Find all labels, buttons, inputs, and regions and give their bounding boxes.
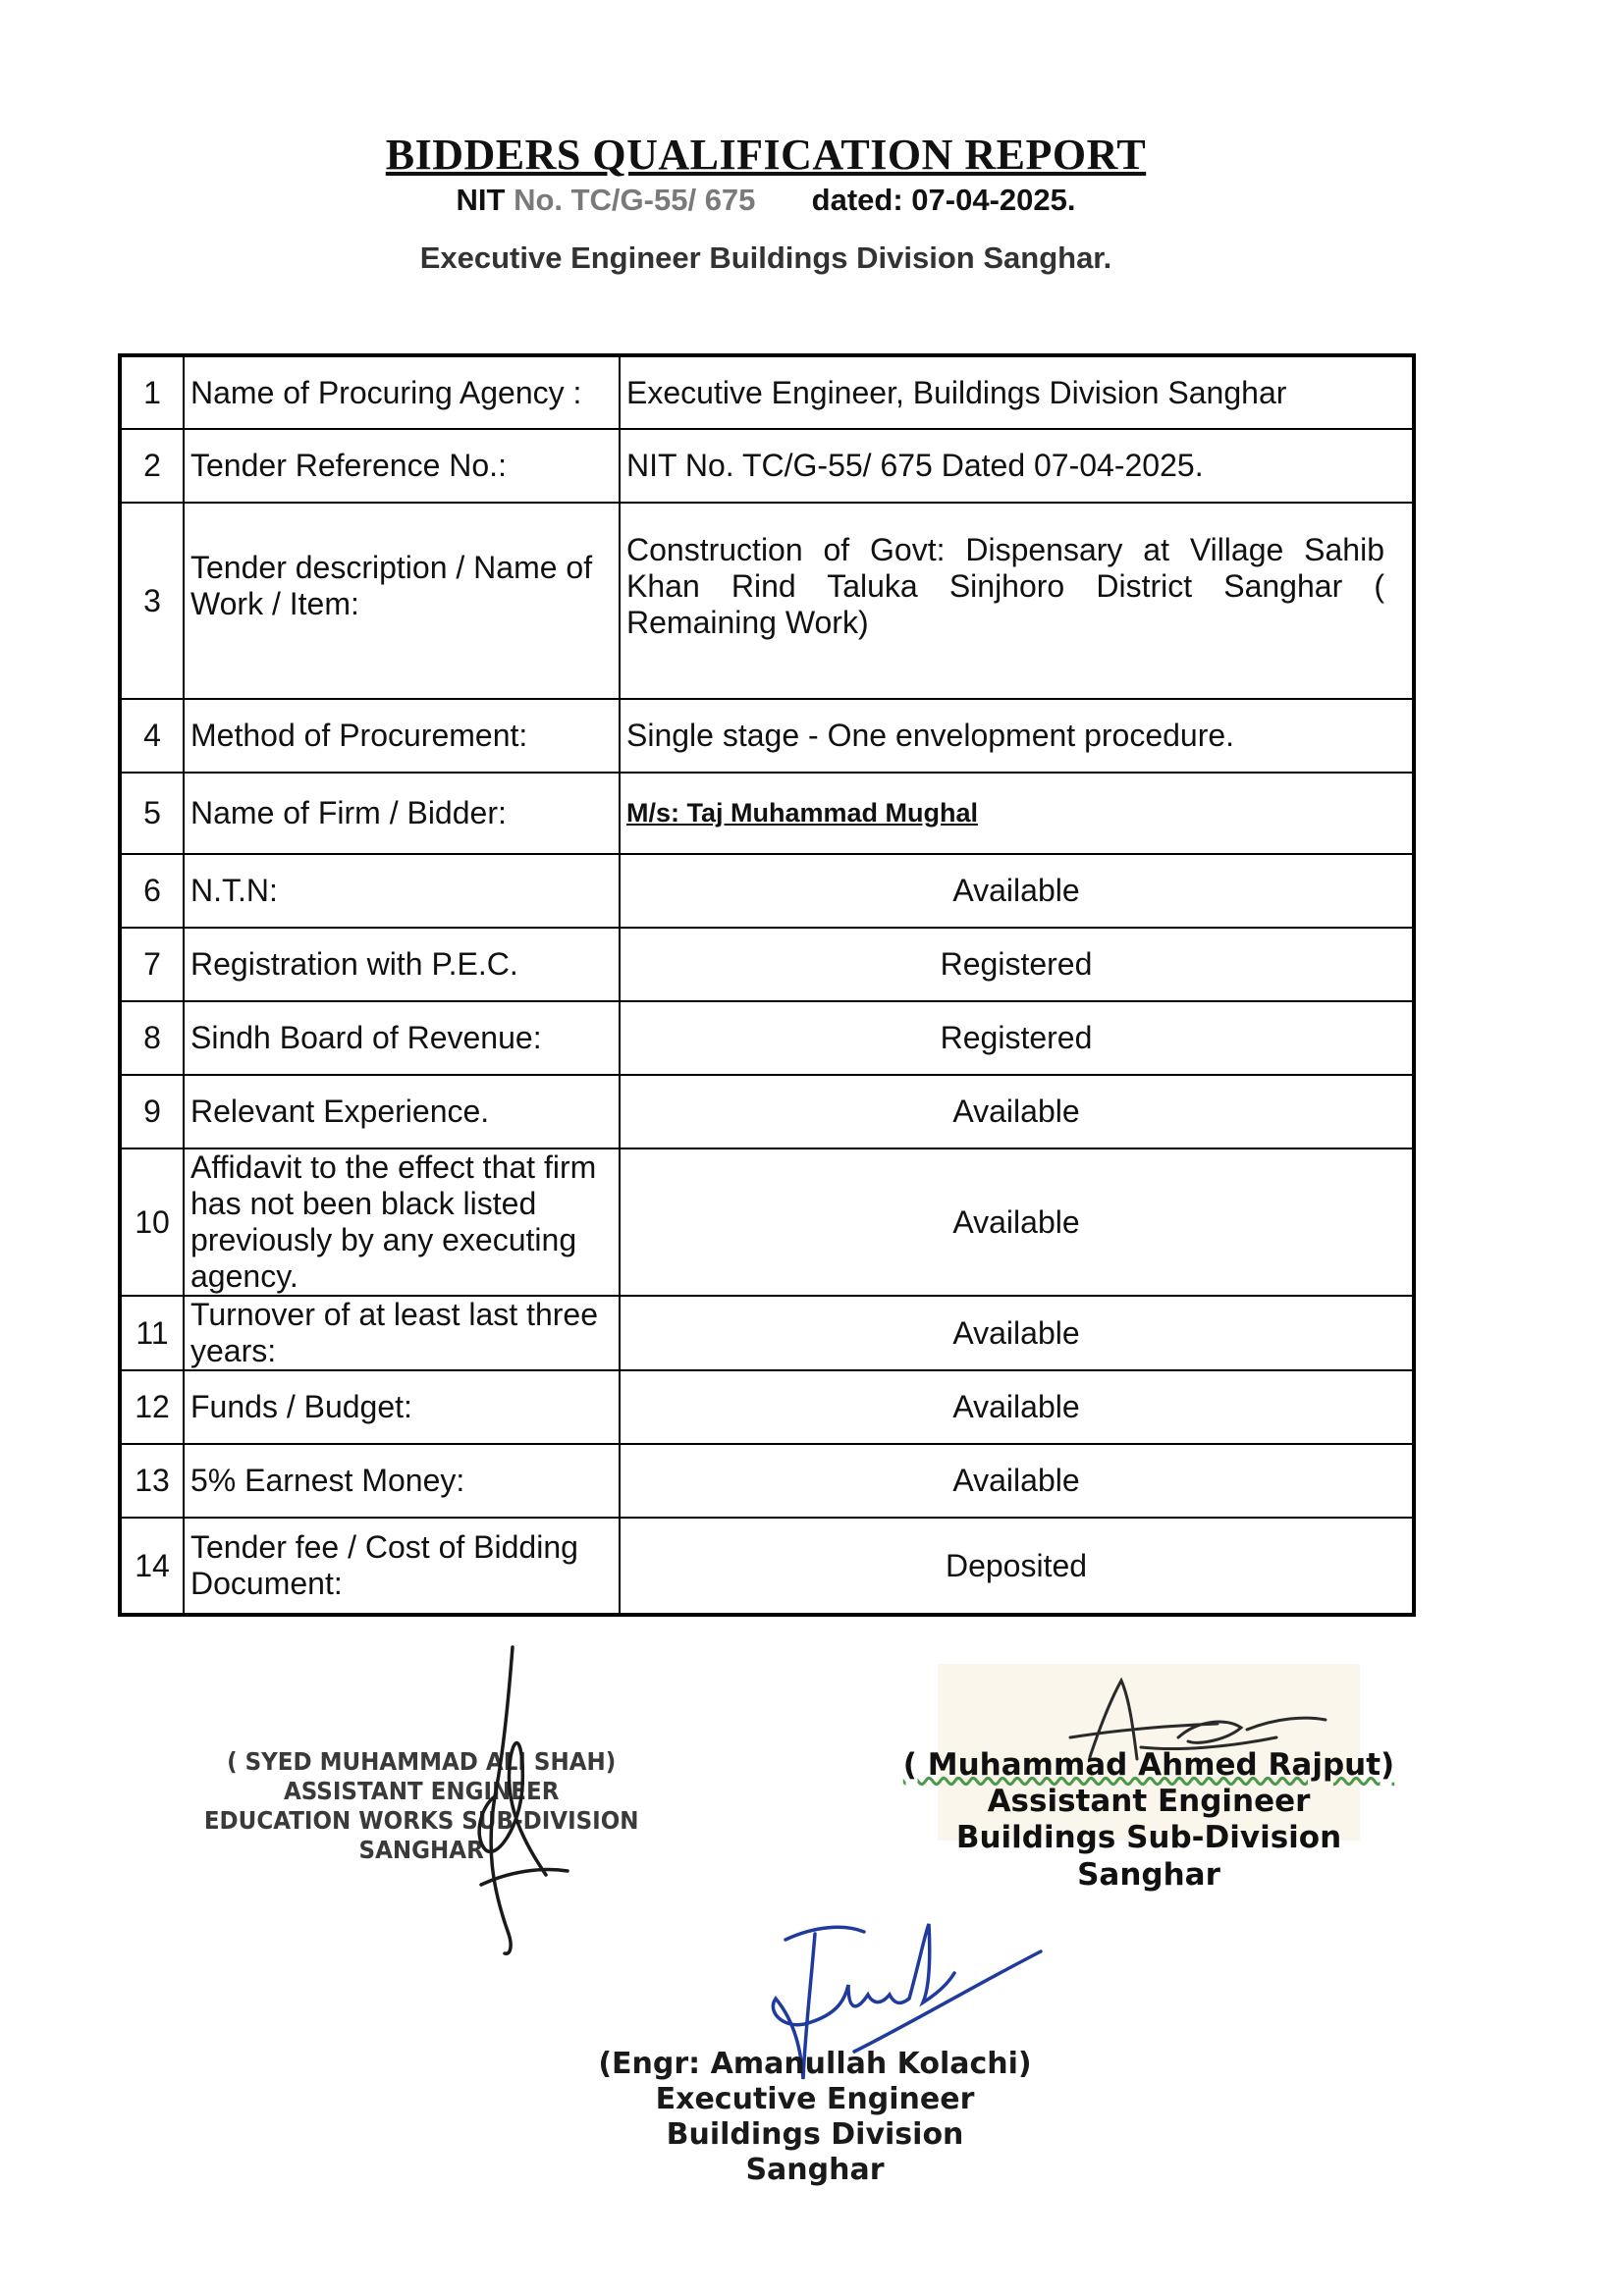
signatory-office: Buildings Division — [666, 2117, 964, 2152]
table-row — [120, 355, 1414, 429]
row-label: Name of Firm / Bidder: — [184, 773, 620, 854]
signatory-name: (Engr: Amanullah Kolachi) — [598, 2047, 1032, 2081]
row-number: 13 — [120, 1444, 184, 1518]
row-value: Deposited — [620, 1518, 1414, 1615]
row-label: Method of Procurement: — [184, 699, 620, 773]
row-value: Available — [620, 1075, 1414, 1148]
signatory-place: Sanghar — [1077, 1856, 1220, 1893]
signatory-place: Sanghar — [745, 2153, 885, 2187]
row-number: 3 — [120, 503, 184, 699]
table-row — [120, 1444, 1414, 1518]
report-title: BIDDERS QUALIFICATION REPORT — [385, 131, 1147, 179]
row-number: 12 — [120, 1370, 184, 1444]
table-row — [120, 503, 1414, 699]
row-label: 5% Earnest Money: — [184, 1444, 620, 1518]
row-number: 11 — [120, 1296, 184, 1370]
row-number: 10 — [120, 1148, 184, 1296]
row-label: Sindh Board of Revenue: — [184, 1001, 620, 1075]
row-value: Available — [620, 1296, 1414, 1370]
row-number: 9 — [120, 1075, 184, 1148]
row-label: Name of Procuring Agency : — [184, 355, 620, 429]
row-label: Tender description / Name of Work / Item: — [184, 503, 620, 699]
signatory-designation: Assistant Engineer — [987, 1784, 1311, 1820]
table-row — [120, 773, 1414, 854]
office-heading: Executive Engineer Buildings Division Sanghar. — [419, 240, 1112, 275]
nit-line — [0, 183, 1532, 218]
row-number: 2 — [120, 429, 184, 503]
signatory-left — [187, 1747, 656, 1865]
row-value: Registered — [620, 1001, 1414, 1075]
signatory-designation: ASSISTANT ENGINEER — [283, 1777, 560, 1805]
table-row — [120, 699, 1414, 773]
signatory-right — [864, 1747, 1434, 1894]
qualification-table — [118, 353, 1416, 1617]
nit-number: No. TC/G-55/ 675 — [514, 183, 756, 217]
table-row — [120, 1075, 1414, 1148]
row-value: Available — [620, 1148, 1414, 1296]
row-label: Tender Reference No.: — [184, 429, 620, 503]
row-number: 4 — [120, 699, 184, 773]
row-number: 8 — [120, 1001, 184, 1075]
signatory-place: SANGHAR — [358, 1836, 484, 1864]
row-value: Available — [620, 1444, 1414, 1518]
row-number: 7 — [120, 928, 184, 1001]
row-number: 6 — [120, 854, 184, 928]
table-row — [120, 1370, 1414, 1444]
row-number: 14 — [120, 1518, 184, 1615]
row-label: Registration with P.E.C. — [184, 928, 620, 1001]
row-value: Available — [620, 854, 1414, 928]
nit-prefix: NIT — [456, 183, 506, 217]
row-value: Construction of Govt: Dispensary at Village Sahib Khan Rind Taluka Sinjhoro District Sanghar ( Remaining Work) — [620, 503, 1414, 699]
row-value: NIT No. TC/G-55/ 675 Dated 07-04-2025. — [620, 429, 1414, 503]
row-number: 5 — [120, 773, 184, 854]
row-label: Tender fee / Cost of Bidding Document: — [184, 1518, 620, 1615]
row-value: Single stage - One envelopment procedure. — [620, 699, 1414, 773]
table-row — [120, 1296, 1414, 1370]
row-value: Registered — [620, 928, 1414, 1001]
signatory-designation: Executive Engineer — [655, 2082, 975, 2116]
signature-left — [452, 1639, 579, 1963]
row-label: Turnover of at least last three years: — [184, 1296, 620, 1370]
row-label: Affidavit to the effect that firm has not been black listed previously by any executing agency. — [184, 1148, 620, 1296]
signatory-office: Buildings Sub-Division — [955, 1820, 1342, 1856]
row-number: 1 — [120, 355, 184, 429]
signatory-name: ( SYED MUHAMMAD ALI SHAH) — [227, 1747, 617, 1776]
row-label: Funds / Budget: — [184, 1370, 620, 1444]
signatory-office: EDUCATION WORKS SUB-DIVISION — [203, 1806, 639, 1835]
table-row — [120, 1518, 1414, 1615]
row-label: N.T.N: — [184, 854, 620, 928]
table-row — [120, 1148, 1414, 1296]
row-label: Relevant Experience. — [184, 1075, 620, 1148]
table-row — [120, 1001, 1414, 1075]
row-value: Available — [620, 1370, 1414, 1444]
table-row — [120, 854, 1414, 928]
nit-date: dated: 07-04-2025. — [811, 183, 1076, 217]
row-value: Executive Engineer, Buildings Division Sanghar — [620, 355, 1414, 429]
firm-name: M/s: Taj Muhammad Mughal — [620, 773, 1414, 854]
signatory-bottom — [550, 2047, 1080, 2188]
signatory-name: ( Muhammad Ahmed Rajput) — [902, 1747, 1395, 1783]
table-row — [120, 429, 1414, 503]
table-row — [120, 928, 1414, 1001]
